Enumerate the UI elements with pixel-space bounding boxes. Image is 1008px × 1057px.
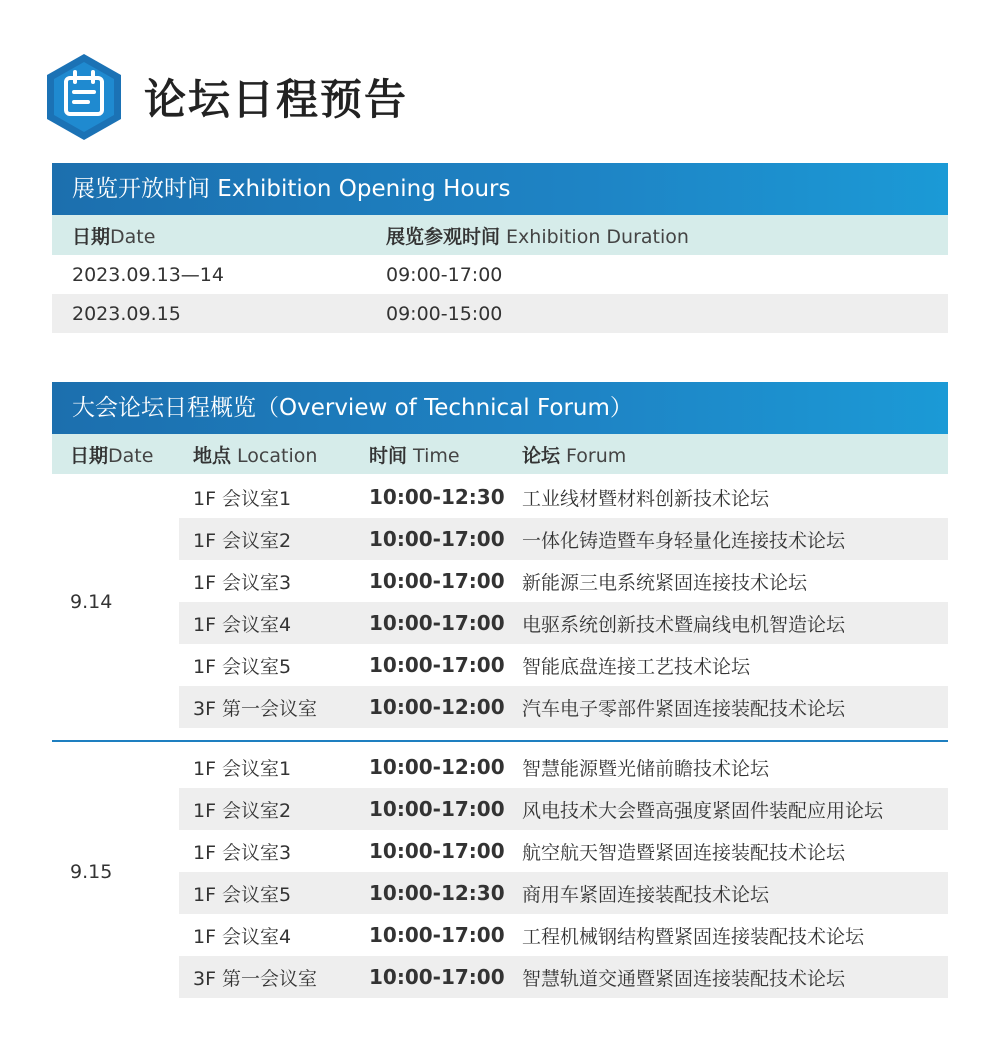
page-header xyxy=(44,52,408,142)
time-cell: 10:00-17:00 xyxy=(369,923,505,947)
calendar-icon xyxy=(44,52,124,142)
day-date: 9.15 xyxy=(70,861,113,883)
column-forum: 论坛 Forum xyxy=(522,444,627,467)
table-row xyxy=(179,746,948,788)
time-cell: 10:00-17:00 xyxy=(369,797,505,821)
location-cell: 1F 会议室2 xyxy=(193,529,292,552)
forum-cell: 汽车电子零部件紧固连接装配技术论坛 xyxy=(522,697,846,720)
forum-cell: 工业线材暨材料创新技术论坛 xyxy=(522,487,770,510)
location-cell: 1F 会议室3 xyxy=(193,571,292,594)
forum-overview-table xyxy=(52,382,948,998)
location-cell: 1F 会议室5 xyxy=(193,883,292,906)
column-date: 日期Date xyxy=(72,225,156,248)
time-cell: 10:00-17:00 xyxy=(369,527,505,551)
forum-cell: 智慧轨道交通暨紧固连接装配技术论坛 xyxy=(522,967,846,990)
table-row xyxy=(179,872,948,914)
table-row xyxy=(179,830,948,872)
table-row xyxy=(179,518,948,560)
opening-hours-title: 展览开放时间 Exhibition Opening Hours xyxy=(52,163,948,215)
forum-cell: 一体化铸造暨车身轻量化连接技术论坛 xyxy=(522,529,846,552)
forum-cell: 航空航天智造暨紧固连接装配技术论坛 xyxy=(522,841,846,864)
column-location: 地点 Location xyxy=(193,444,318,467)
day-group xyxy=(52,746,948,998)
table-row xyxy=(179,686,948,728)
date-cell: 2023.09.13—14 xyxy=(72,263,224,286)
time-cell: 10:00-17:00 xyxy=(369,611,505,635)
location-cell: 1F 会议室1 xyxy=(193,757,292,780)
location-cell: 1F 会议室2 xyxy=(193,799,292,822)
forum-cell: 电驱系统创新技术暨扁线电机智造论坛 xyxy=(522,613,846,636)
table-row xyxy=(179,560,948,602)
time-cell: 10:00-12:00 xyxy=(369,755,505,779)
time-cell: 10:00-17:00 xyxy=(369,569,505,593)
table-row xyxy=(52,255,948,294)
location-cell: 3F 第一会议室 xyxy=(193,697,318,720)
forum-cell: 风电技术大会暨高强度紧固件装配应用论坛 xyxy=(522,799,884,822)
location-cell: 1F 会议室4 xyxy=(193,925,292,948)
forum-cell: 智能底盘连接工艺技术论坛 xyxy=(522,655,751,678)
duration-cell: 09:00-15:00 xyxy=(386,302,503,325)
location-cell: 1F 会议室3 xyxy=(193,841,292,864)
table-row xyxy=(179,956,948,998)
day-divider xyxy=(52,740,948,742)
time-cell: 10:00-12:30 xyxy=(369,881,505,905)
table-row xyxy=(179,644,948,686)
day-date: 9.14 xyxy=(70,591,113,613)
location-cell: 1F 会议室5 xyxy=(193,655,292,678)
table-row xyxy=(179,602,948,644)
table-row xyxy=(52,294,948,333)
column-duration: 展览参观时间 Exhibition Duration xyxy=(386,225,689,248)
location-cell: 3F 第一会议室 xyxy=(193,967,318,990)
duration-cell: 09:00-17:00 xyxy=(386,263,503,286)
column-time: 时间 Time xyxy=(369,444,460,467)
forum-cell: 智慧能源暨光储前瞻技术论坛 xyxy=(522,757,770,780)
forum-cell: 工程机械钢结构暨紧固连接装配技术论坛 xyxy=(522,925,865,948)
opening-hours-column-header xyxy=(52,215,948,255)
forum-cell: 新能源三电系统紧固连接技术论坛 xyxy=(522,571,808,594)
date-cell: 2023.09.15 xyxy=(72,302,181,325)
location-cell: 1F 会议室4 xyxy=(193,613,292,636)
time-cell: 10:00-17:00 xyxy=(369,653,505,677)
table-row xyxy=(179,914,948,956)
forum-overview-title: 大会论坛日程概览（Overview of Technical Forum） xyxy=(52,382,948,434)
time-cell: 10:00-12:00 xyxy=(369,695,505,719)
column-date: 日期Date xyxy=(70,444,154,467)
forum-cell: 商用车紧固连接装配技术论坛 xyxy=(522,883,770,906)
forum-column-header xyxy=(52,434,948,474)
table-row xyxy=(179,476,948,518)
time-cell: 10:00-17:00 xyxy=(369,965,505,989)
table-row xyxy=(179,788,948,830)
page-title: 论坛日程预告 xyxy=(144,75,409,124)
location-cell: 1F 会议室1 xyxy=(193,487,292,510)
time-cell: 10:00-12:30 xyxy=(369,485,505,509)
forum-days xyxy=(52,474,948,998)
day-group xyxy=(52,476,948,728)
opening-hours-table xyxy=(52,163,948,333)
time-cell: 10:00-17:00 xyxy=(369,839,505,863)
